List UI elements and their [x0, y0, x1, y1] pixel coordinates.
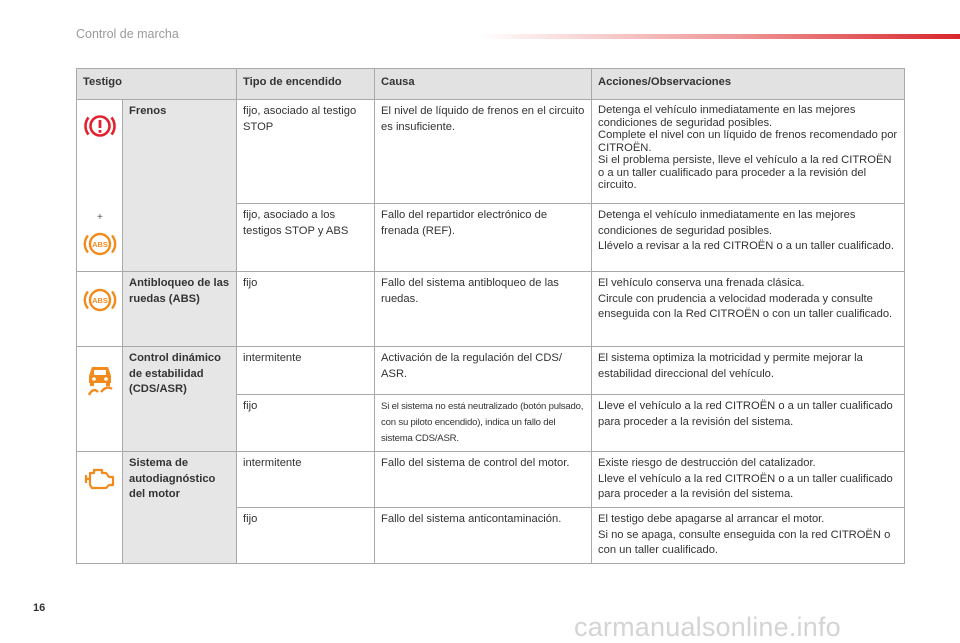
plus-sign: + [97, 211, 103, 223]
column-header-testigo: Testigo [77, 69, 237, 100]
cell-causa: Fallo del sistema de control del motor. [375, 452, 592, 508]
cell-acciones: Detenga el vehículo inmediatamente en las mejores condiciones de seguridad posibles. Complete el nivel con un líquido de frenos recomendado por CITROËN. Si el problema persiste, lleve el vehículo a la red CITROËN o a un taller cualificado para proceder a la revisión del circuito. [592, 100, 905, 204]
stability-control-icon [85, 363, 115, 397]
cell-causa: Activación de la regulación del CDS/ ASR. [375, 347, 592, 395]
column-header-acciones: Acciones/Observaciones [592, 69, 905, 100]
icon-cell [77, 100, 123, 204]
row-name-abs: Antibloqueo de las ruedas (ABS) [123, 272, 237, 347]
cell-acciones: Detenga el vehículo inmediatamente en las mejores condiciones de seguridad posibles. Llévelo a revisar a la red CITROËN o a un taller cualificado. [592, 204, 905, 272]
table-row [77, 452, 905, 508]
abs-warning-icon [83, 286, 117, 314]
table-header-row [77, 69, 905, 100]
abs-warning-icon [83, 230, 117, 258]
cell-acciones: El testigo debe apagarse al arrancar el motor. Si no se apaga, consulte enseguida con la red CITROËN o con un taller cualificado. [592, 508, 905, 564]
cell-tipo: fijo [237, 508, 375, 564]
cell-tipo: fijo [237, 395, 375, 452]
icon-cell [77, 204, 123, 272]
engine-fault-icon [83, 466, 117, 490]
cell-causa: Fallo del sistema antibloqueo de las ruedas. [375, 272, 592, 347]
cell-tipo: fijo, asociado al testigo STOP [237, 100, 375, 204]
page-header-title: Control de marcha [76, 27, 179, 41]
cell-tipo: intermitente [237, 347, 375, 395]
cell-acciones: El vehículo conserva una frenada clásica. Circule con prudencia a velocidad moderada y consulte enseguida con la Red CITROËN o con un taller cualificado. [592, 272, 905, 347]
svg-text:ABS: ABS [92, 296, 108, 305]
icon-cell [77, 347, 123, 452]
row-name-frenos: Frenos [123, 100, 237, 272]
watermark-text: carmanualsonline.info [574, 612, 841, 642]
table-row [77, 272, 905, 347]
brake-warning-icon [83, 111, 117, 141]
cell-tipo: fijo, asociado a los testigos STOP y ABS [237, 204, 375, 272]
header-accent-bar [480, 34, 960, 39]
table-row [77, 347, 905, 395]
column-header-causa: Causa [375, 69, 592, 100]
cell-causa: Si el sistema no está neutralizado (botón pulsado, con su piloto encendido), indica un fallo del sistema CDS/ASR. [375, 395, 592, 452]
cell-acciones: Existe riesgo de destrucción del catalizador. Lleve el vehículo a la red CITROËN o a un taller cualificado para proceder a la revisión del sistema. [592, 452, 905, 508]
row-name-motor: Sistema de autodiagnóstico del motor [123, 452, 237, 564]
svg-text:ABS: ABS [92, 239, 108, 249]
icon-cell [77, 452, 123, 564]
cell-acciones: Lleve el vehículo a la red CITROËN o a un taller cualificado para proceder a la revisión del sistema. [592, 395, 905, 452]
page-number: 16 [33, 602, 46, 614]
table-row [77, 100, 905, 204]
cell-causa: Fallo del sistema anticontaminación. [375, 508, 592, 564]
cell-causa: El nivel de líquido de frenos en el circuito es insuficiente. [375, 100, 592, 204]
cell-acciones: El sistema optimiza la motricidad y permite mejorar la estabilidad direccional del vehículo. [592, 347, 905, 395]
cell-tipo: fijo [237, 272, 375, 347]
icon-cell [77, 272, 123, 347]
cell-tipo: intermitente [237, 452, 375, 508]
column-header-tipo: Tipo de encendido [237, 69, 375, 100]
warning-lights-table [76, 68, 905, 564]
cell-causa: Fallo del repartidor electrónico de frenada (REF). [375, 204, 592, 272]
row-name-cds: Control dinámico de estabilidad (CDS/ASR) [123, 347, 237, 452]
